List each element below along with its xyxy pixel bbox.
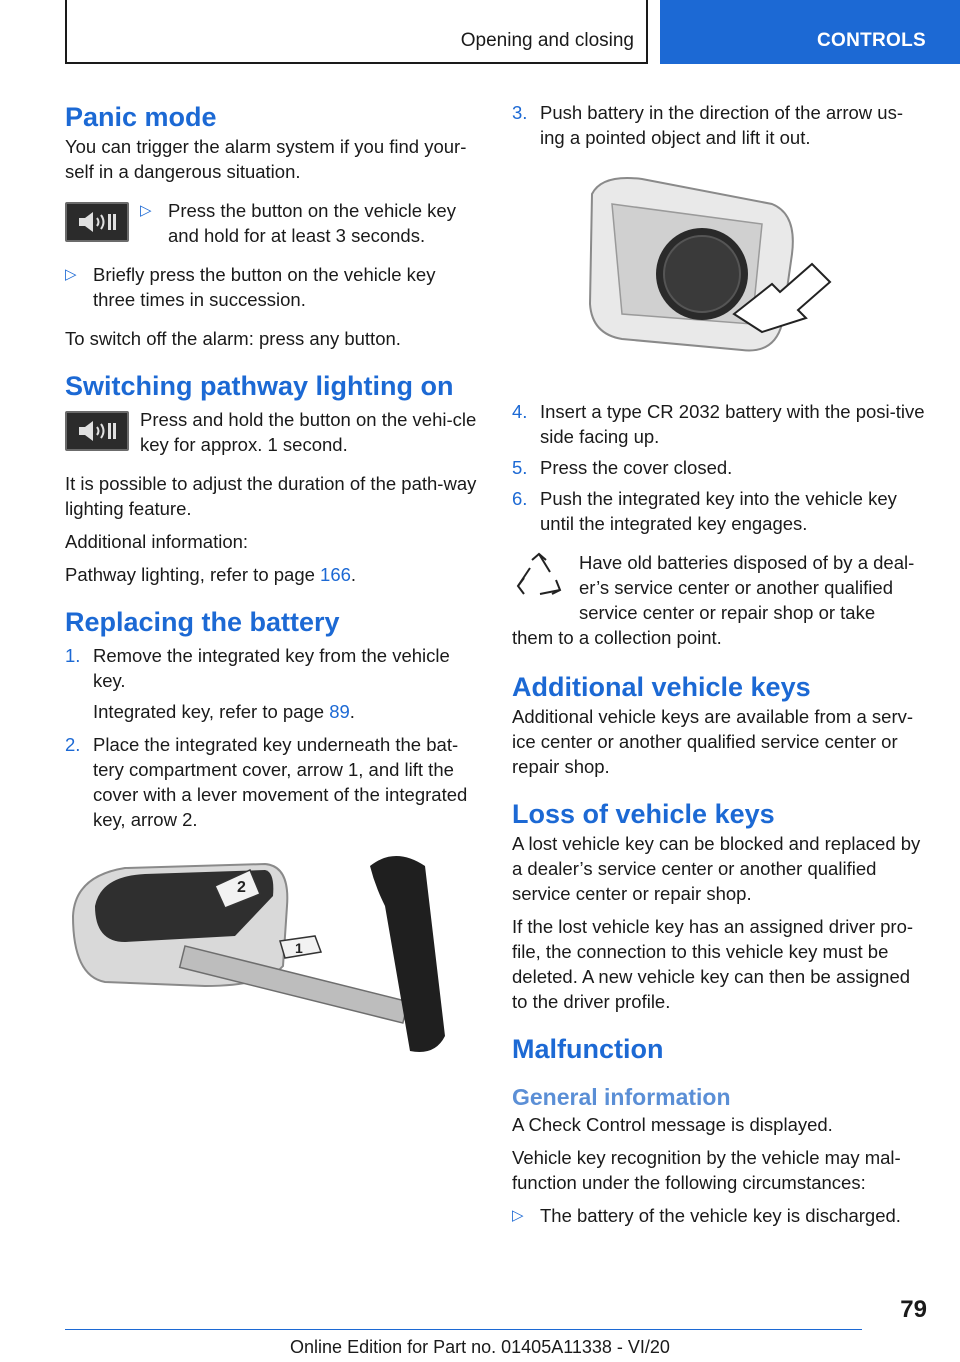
page-number: 79	[900, 1296, 927, 1323]
step-number: 3.	[512, 102, 528, 123]
key-button-icon	[65, 202, 129, 242]
pathway-ref-prefix: Pathway lighting, refer to page	[65, 564, 321, 585]
malfunction-bullet-row	[512, 1203, 926, 1228]
panic-intro: You can trigger the alarm system if you find your-self in a dangerous situation.	[65, 136, 467, 182]
recycle-text-continued: them to a collection point.	[512, 627, 722, 648]
heading-pathway-lighting: Switching pathway lighting on	[65, 371, 454, 401]
step-number: 5.	[512, 457, 528, 478]
malfunction-text-2: Vehicle key recognition by the vehicle may mal-function under the following circumstances:	[512, 1147, 901, 1193]
step-3-text: Push battery in the direction of the arrow us-ing a pointed object and lift it out.	[540, 102, 903, 148]
integrated-key-page-link[interactable]: 89	[329, 701, 350, 722]
recycle-note	[512, 550, 926, 650]
step-1-ref-suffix: .	[349, 701, 355, 722]
recycle-text: Have old batteries disposed of by a deal-er’s service center or another qualified service center or repair shop or take	[579, 552, 915, 623]
panic-bullet-2: Briefly press the button on the vehicle key three times in succession.	[93, 264, 436, 310]
battery-step-3	[512, 100, 926, 150]
subheading-general-information: General information	[512, 1084, 731, 1110]
svg-text:1: 1	[295, 940, 303, 956]
step-4-text: Insert a type CR 2032 battery with the posi-tive side facing up.	[540, 401, 925, 447]
step-1-ref-prefix: Integrated key, refer to page	[93, 701, 330, 722]
pathway-button-instruction	[65, 407, 477, 457]
heading-malfunction: Malfunction	[512, 1034, 664, 1064]
bullet-triangle-icon: ▷	[512, 1207, 524, 1224]
footer-divider	[65, 1329, 862, 1330]
bullet-triangle-icon: ▷	[140, 202, 152, 219]
battery-removal-illustration	[512, 164, 926, 384]
panic-button-instruction	[65, 198, 477, 248]
key-button-icon	[65, 411, 129, 451]
additional-keys-text: Additional vehicle keys are available from a serv-ice center or another qualified service center or repair shop.	[512, 706, 914, 777]
loss-text-2: If the lost vehicle key has an assigned driver pro-file, the connection to this vehicle key must be deleted. A new vehicle key can then be assigned to the driver profile.	[512, 916, 914, 1012]
header-frame	[65, 0, 648, 64]
pathway-reference	[65, 562, 477, 587]
left-column	[65, 100, 477, 1071]
panic-off-text: To switch off the alarm: press any button.	[65, 328, 401, 349]
right-column	[512, 100, 926, 1228]
battery-step-6	[512, 486, 926, 536]
header-tab-controls[interactable]: CONTROLS	[660, 0, 960, 64]
panic-bullet-row-2	[65, 262, 477, 312]
pathway-text: Press and hold the button on the vehi-cle key for approx. 1 second.	[140, 409, 477, 455]
heading-loss-of-keys: Loss of vehicle keys	[512, 799, 775, 829]
panic-bullet-1: Press the button on the vehicle key and hold for at least 3 seconds.	[168, 200, 456, 246]
step-number: 6.	[512, 488, 528, 509]
step-1-reference	[93, 699, 477, 724]
pathway-ref-suffix: .	[350, 564, 357, 585]
step-number: 1.	[65, 645, 81, 666]
battery-step-4	[512, 399, 926, 449]
battery-step-1	[65, 643, 477, 724]
step-2-text: Place the integrated key underneath the bat-tery compartment cover, arrow 1, and lift the cover with a lever movement of the integrated key, arrow 2.	[93, 734, 468, 830]
step-number: 4.	[512, 401, 528, 422]
key-lever-illustration	[65, 846, 477, 1066]
step-5-text: Press the cover closed.	[540, 457, 733, 478]
step-6-text: Push the integrated key into the vehicle key until the integrated key engages.	[540, 488, 897, 534]
pathway-adjust-text: It is possible to adjust the duration of the path-way lighting feature.	[65, 473, 477, 519]
step-1-text: Remove the integrated key from the vehicle key.	[93, 645, 450, 691]
battery-step-2	[65, 732, 477, 832]
malfunction-bullet-1: The battery of the vehicle key is discharged.	[540, 1205, 901, 1226]
footer-edition: Online Edition for Part no. 01405A11338 - VI/20	[290, 1337, 670, 1357]
pathway-page-link[interactable]: 166	[320, 564, 351, 585]
header-section-title: Opening and closing	[460, 30, 634, 51]
recycle-icon	[512, 550, 566, 604]
svg-text:2: 2	[237, 879, 246, 896]
pathway-additional-info: Additional information:	[65, 531, 249, 552]
heading-replacing-battery: Replacing the battery	[65, 607, 340, 637]
bullet-triangle-icon: ▷	[65, 266, 77, 283]
loss-text-1: A lost vehicle key can be blocked and replaced by a dealer’s service center or another qualified service center or repair shop.	[512, 833, 921, 904]
step-number: 2.	[65, 734, 81, 755]
heading-additional-keys: Additional vehicle keys	[512, 672, 811, 702]
battery-step-5	[512, 455, 926, 480]
heading-panic-mode: Panic mode	[65, 102, 217, 132]
malfunction-text-1: A Check Control message is displayed.	[512, 1114, 833, 1135]
